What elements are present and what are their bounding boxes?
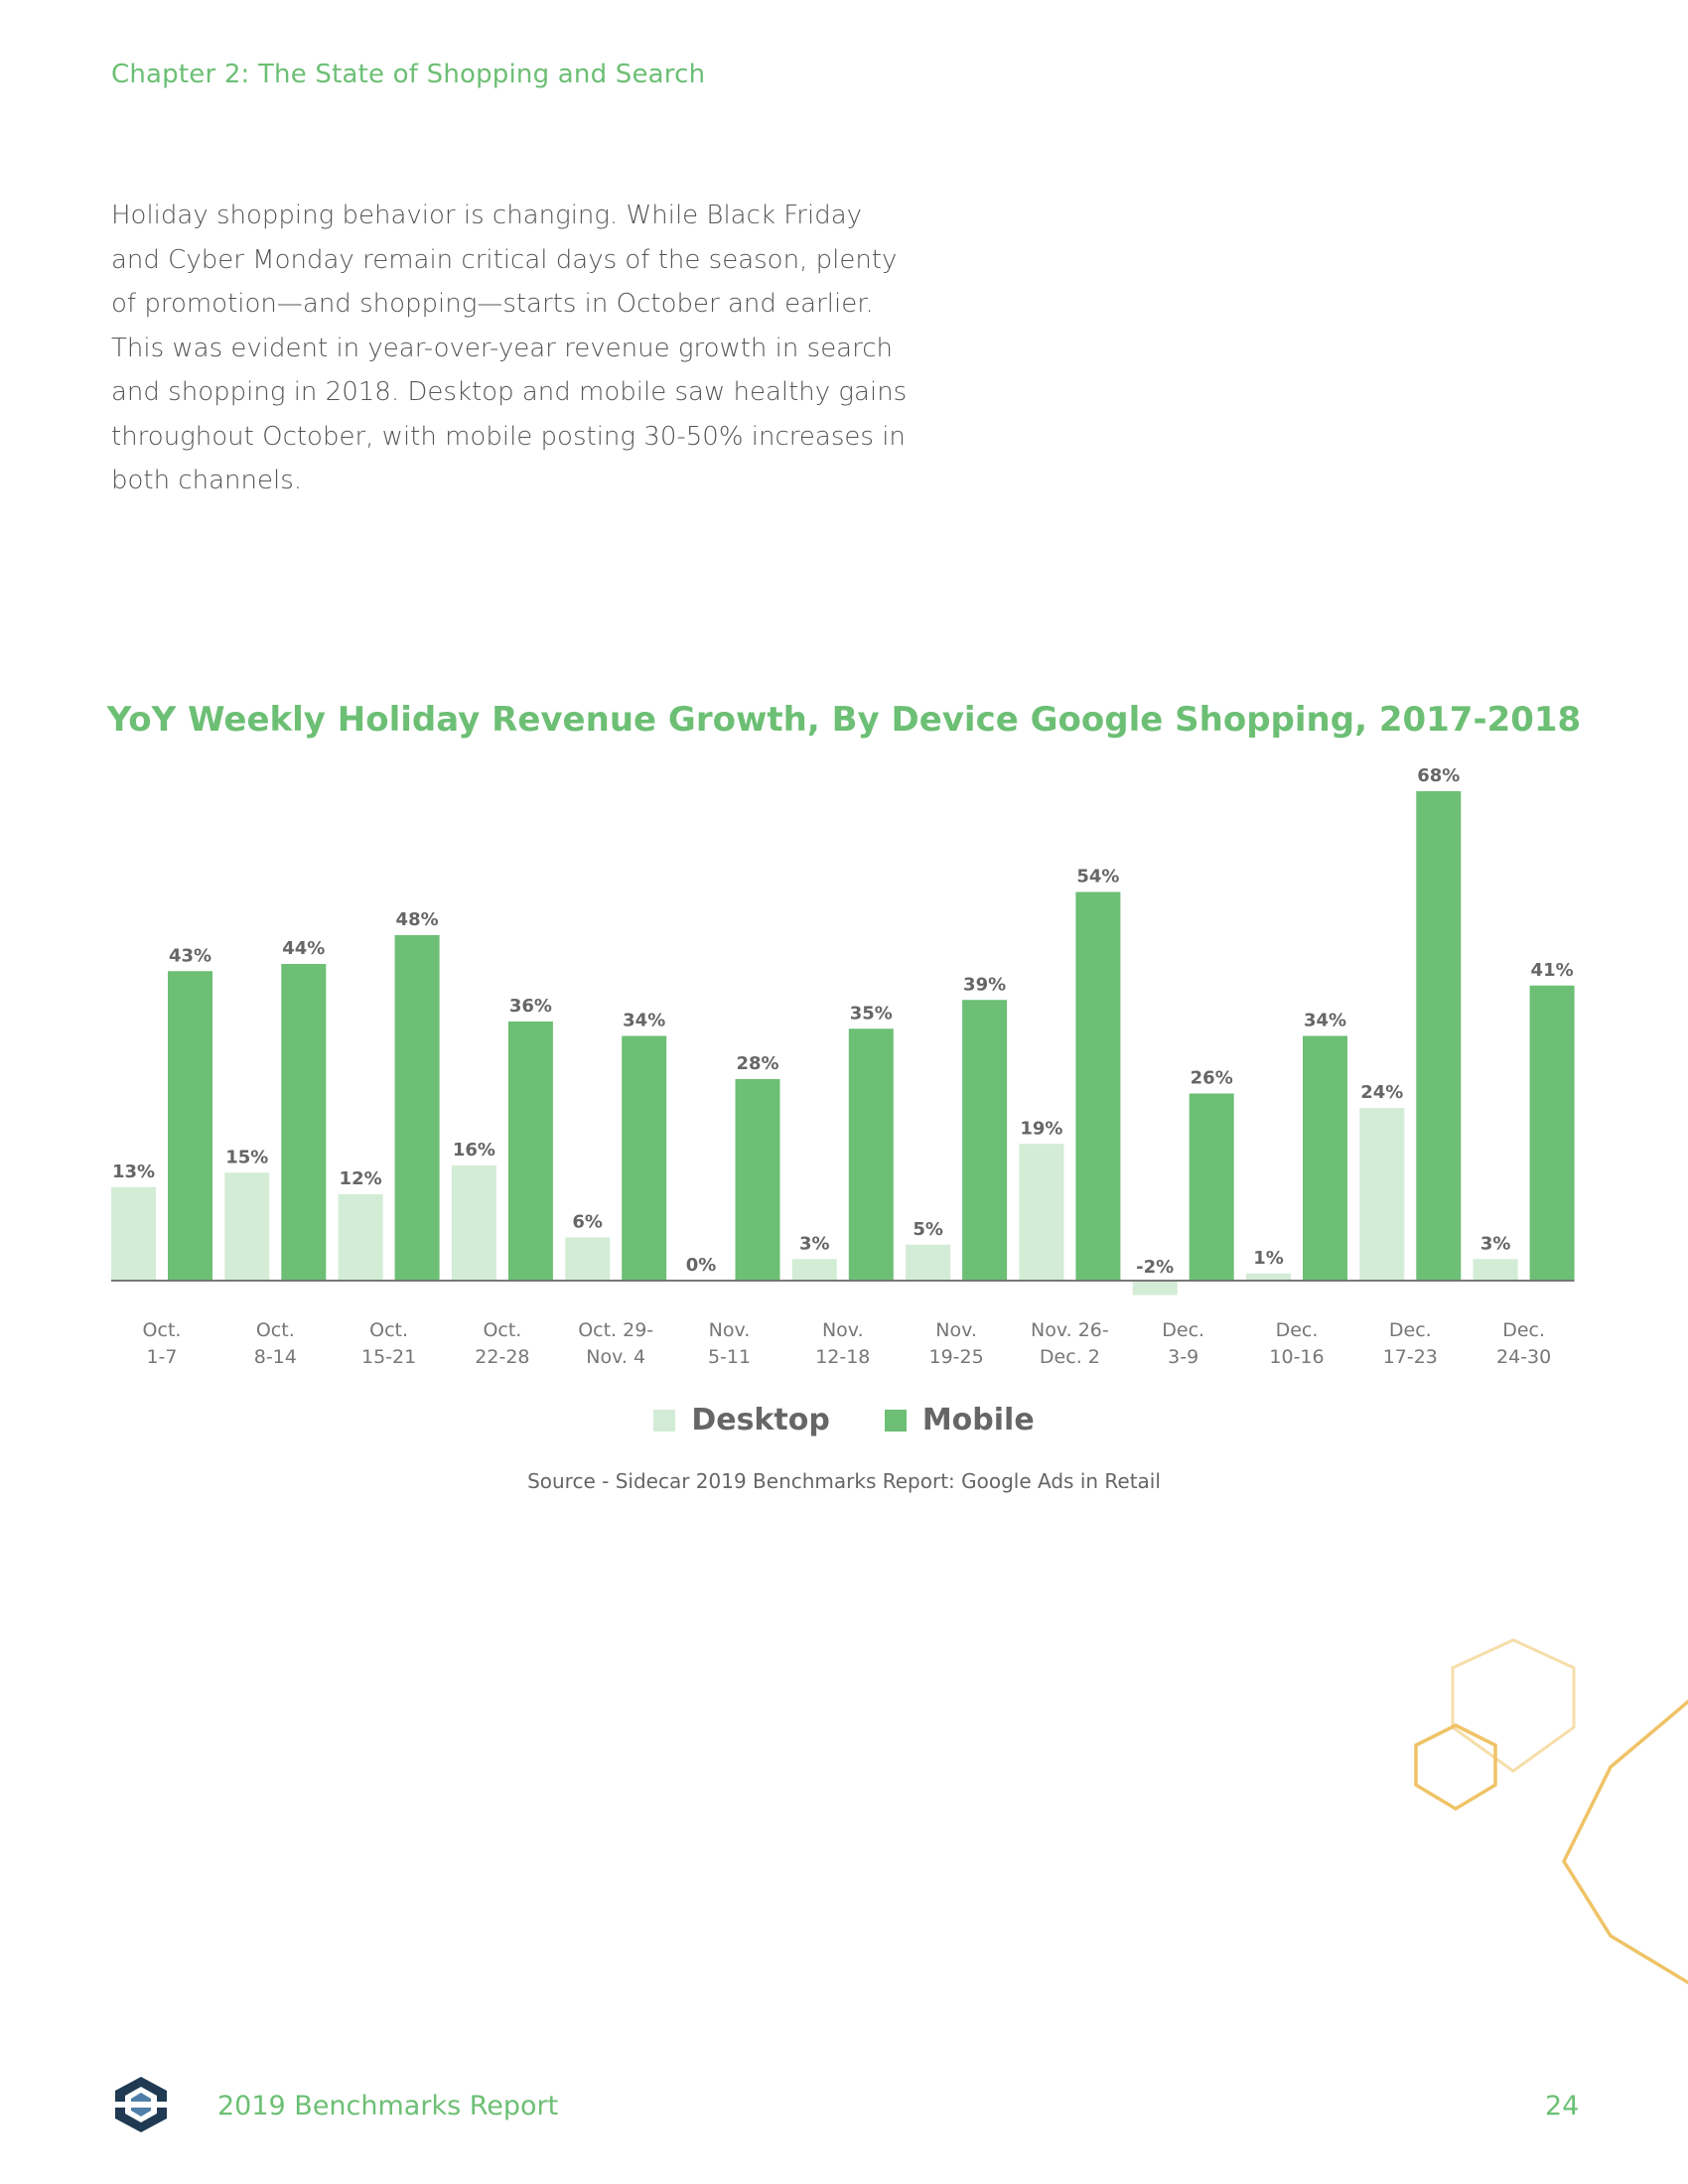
- data-label-mobile: 54%: [1076, 866, 1120, 887]
- data-label-desktop: 13%: [111, 1160, 156, 1182]
- x-tick-label: Oct.: [483, 1319, 522, 1341]
- x-tick-label: Nov.: [708, 1319, 751, 1341]
- bar-desktop: [906, 1245, 950, 1281]
- x-tick-label: 1-7: [146, 1346, 178, 1368]
- x-tick-label: Oct.: [369, 1319, 409, 1341]
- bar-desktop: [1019, 1144, 1063, 1281]
- data-label-mobile: 34%: [1303, 1010, 1347, 1031]
- bar-mobile: [622, 1036, 666, 1282]
- x-tick-label: Oct.: [255, 1319, 295, 1341]
- legend-mobile: [885, 1403, 1035, 1437]
- x-tick-label: Oct. 29-: [578, 1319, 654, 1341]
- footer-report-title: 2019 Benchmarks Report: [217, 2091, 559, 2121]
- bar-mobile: [1303, 1036, 1347, 1282]
- data-label-mobile: 36%: [508, 996, 552, 1017]
- x-tick-label: Nov. 4: [586, 1346, 646, 1368]
- intro-line: and shopping in 2018. Desktop and mobile saw healthy gains: [111, 377, 908, 407]
- chart-title: YoY Weekly Holiday Revenue Growth, By Device Google Shopping, 2017-2018: [106, 700, 1582, 740]
- legend-label-desktop: Desktop: [691, 1403, 830, 1437]
- data-label-mobile: 28%: [736, 1053, 779, 1074]
- data-label-desktop: 0%: [685, 1255, 717, 1276]
- bar-mobile: [736, 1079, 780, 1281]
- bar-mobile: [168, 971, 212, 1281]
- data-label-mobile: 68%: [1417, 765, 1461, 786]
- hexagon-large: [1564, 1698, 1688, 1985]
- data-label-desktop: 1%: [1253, 1247, 1284, 1269]
- chapter-title: Chapter 2: The State of Shopping and Search: [111, 60, 706, 89]
- sidecar-logo-icon: [109, 2073, 173, 2136]
- data-label-mobile: 44%: [282, 938, 326, 959]
- bar-mobile: [1530, 986, 1575, 1281]
- bar-desktop: [1133, 1281, 1178, 1296]
- intro-line: This was evident in year-over-year revenue growth in search: [111, 333, 894, 363]
- bar-desktop: [1246, 1274, 1291, 1281]
- x-tick-label: 22-28: [475, 1346, 530, 1368]
- intro-line: of promotion—and shopping—starts in October and earlier.: [111, 289, 874, 319]
- hexagon-small: [1416, 1725, 1495, 1809]
- data-label-desktop: 6%: [572, 1211, 603, 1233]
- x-tick-label: 5-11: [707, 1346, 752, 1368]
- x-tick-label: Nov.: [821, 1319, 864, 1341]
- bar-mobile: [1190, 1094, 1234, 1282]
- x-tick-label: Dec. 2: [1039, 1346, 1100, 1368]
- data-label-desktop: 19%: [1020, 1118, 1063, 1140]
- data-label-desktop: 12%: [339, 1168, 382, 1189]
- bar-desktop: [339, 1194, 383, 1281]
- data-label-desktop: 3%: [799, 1233, 830, 1255]
- data-label-desktop: 15%: [225, 1147, 269, 1168]
- x-tick-label: 10-16: [1269, 1346, 1325, 1368]
- data-label-mobile: 43%: [168, 945, 212, 967]
- bar-mobile: [962, 1000, 1007, 1281]
- page-number: 24: [1545, 2091, 1580, 2121]
- data-label-desktop: 24%: [1360, 1082, 1404, 1103]
- x-tick-label: Dec.: [1502, 1319, 1546, 1341]
- hexagon-light: [1453, 1640, 1574, 1771]
- bar-desktop: [1474, 1259, 1518, 1281]
- data-label-mobile: 26%: [1190, 1067, 1233, 1089]
- x-tick-label: 3-9: [1168, 1346, 1199, 1368]
- data-label-mobile: 34%: [623, 1010, 666, 1031]
- intro-paragraph: [111, 194, 908, 503]
- bar-desktop: [224, 1172, 269, 1281]
- x-tick-label: 8-14: [253, 1346, 297, 1368]
- legend-label-mobile: Mobile: [921, 1403, 1035, 1437]
- x-tick-label: Dec.: [1388, 1319, 1432, 1341]
- x-tick-label: 17-23: [1382, 1346, 1438, 1368]
- legend-swatch-desktop: [653, 1410, 675, 1432]
- chart-source: Source - Sidecar 2019 Benchmarks Report: Google Ads in Retail: [527, 1469, 1161, 1493]
- data-label-desktop: 5%: [913, 1218, 943, 1240]
- x-tick-label: Nov.: [935, 1319, 977, 1341]
- intro-line: throughout October, with mobile posting 30-50% increases in: [111, 421, 906, 452]
- data-label-mobile: 39%: [963, 974, 1007, 996]
- bar-desktop: [111, 1187, 156, 1281]
- bar-chart: [0, 754, 1688, 1390]
- x-tick-label: Nov. 26-: [1031, 1319, 1109, 1341]
- bar-mobile: [508, 1022, 553, 1281]
- bar-desktop: [792, 1259, 837, 1281]
- x-tick-label: 15-21: [360, 1346, 417, 1368]
- bar-mobile: [1416, 791, 1461, 1281]
- bar-mobile: [1075, 892, 1120, 1282]
- intro-line: both channels.: [111, 466, 303, 495]
- bar-mobile: [849, 1028, 894, 1281]
- hexagon-decoration: [1390, 1618, 1688, 1995]
- legend-swatch-mobile: [885, 1410, 907, 1432]
- data-label-desktop: -2%: [1136, 1257, 1175, 1278]
- x-tick-label: Oct.: [142, 1319, 182, 1341]
- bar-mobile: [395, 935, 440, 1281]
- intro-line: Holiday shopping behavior is changing. While Black Friday: [111, 201, 863, 230]
- data-label-mobile: 48%: [395, 909, 439, 930]
- data-label-mobile: 35%: [849, 1003, 893, 1024]
- x-tick-label: 12-18: [815, 1346, 871, 1368]
- intro-line: and Cyber Monday remain critical days of the season, plenty: [111, 244, 898, 275]
- chart-legend: [0, 1403, 1688, 1437]
- x-tick-label: 19-25: [928, 1346, 984, 1368]
- legend-desktop: [653, 1403, 829, 1437]
- bar-mobile: [281, 964, 326, 1281]
- bar-desktop: [1359, 1108, 1404, 1281]
- data-label-desktop: 3%: [1479, 1233, 1511, 1255]
- x-tick-label: Dec.: [1275, 1319, 1319, 1341]
- x-tick-label: 24-30: [1495, 1346, 1552, 1368]
- bar-desktop: [565, 1238, 610, 1282]
- data-label-mobile: 41%: [1530, 959, 1574, 981]
- bar-desktop: [452, 1165, 496, 1281]
- x-tick-label: Dec.: [1162, 1319, 1205, 1341]
- data-label-desktop: 16%: [452, 1140, 495, 1160]
